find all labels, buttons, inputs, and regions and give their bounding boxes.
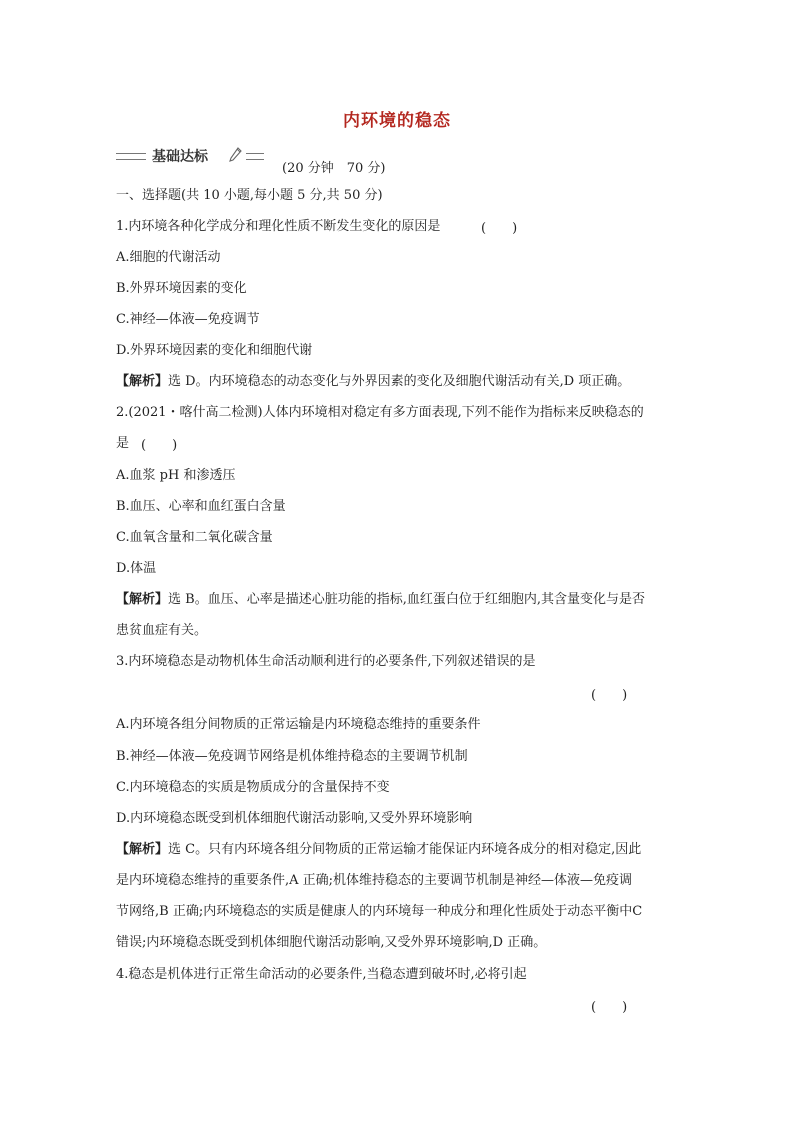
analysis-text: 选 D。内环境稳态的动态变化与外界因素的变化及细胞代谢活动有关,D 项正确。 <box>168 374 631 389</box>
analysis-tag: 【解析】 <box>116 374 169 389</box>
q2-analysis <box>116 590 645 610</box>
answer-bracket: ( ) <box>481 221 518 236</box>
question-4-stem: 4.稳态是机体进行正常生命活动的必要条件,当稳态遭到破坏时,必将引起 <box>116 967 527 982</box>
q1-option-c: C.神经—体液—免疫调节 <box>116 312 260 327</box>
part-heading: 一、选择题(共 10 小题,每小题 5 分,共 50 分) <box>116 188 383 203</box>
q3-option-b: B.神经—体液—免疫调节网络是机体维持稳态的主要调节机制 <box>116 749 468 764</box>
q3-option-d: D.内环境稳态既受到机体细胞代谢活动影响,又受外界环境影响 <box>116 811 473 826</box>
q3-analysis <box>116 840 641 860</box>
q2-option-a: A.血浆 pH 和渗透压 <box>116 468 236 483</box>
answer-bracket: ( ) <box>591 1000 628 1015</box>
q1-option-d: D.外界环境因素的变化和细胞代谢 <box>116 343 313 358</box>
q3-analysis-cont: 节网络,B 正确;内环境稳态的实质是健康人的内环境每一种成分和理化性质处于动态平衡中C <box>116 904 643 919</box>
q3-analysis-cont: 错误;内环境稳态既受到机体细胞代谢活动影响,又受外界环境影响,D 正确。 <box>116 935 547 950</box>
answer-bracket: ( ) <box>141 438 178 453</box>
analysis-text: 选 C。只有内环境各组分间物质的正常运输才能保证内环境各成分的相对稳定,因此 <box>168 842 642 857</box>
analysis-text: 选 B。血压、心率是描述心脏功能的指标,血红蛋白位于红细胞内,其含量变化与是否 <box>168 592 645 607</box>
question-1-stem: 1.内环境各种化学成分和理化性质不断发生变化的原因是 <box>116 219 441 234</box>
question-3-stem: 3.内环境稳态是动物机体生命活动顺利进行的必要条件,下列叙述错误的是 <box>116 654 536 669</box>
q2-option-c: C.血氧含量和二氧化碳含量 <box>116 530 273 545</box>
q2-analysis-cont: 患贫血症有关。 <box>116 623 208 638</box>
q3-option-a: A.内环境各组分间物质的正常运输是内环境稳态维持的重要条件 <box>116 717 481 732</box>
q2-option-b: B.血压、心率和血红蛋白含量 <box>116 499 286 514</box>
pencil-icon <box>228 147 242 163</box>
decorative-rule <box>116 153 146 160</box>
q1-option-a: A.细胞的代谢活动 <box>116 250 221 265</box>
section-timing: (20 分钟 70 分) <box>282 161 386 176</box>
q1-option-b: B.外界环境因素的变化 <box>116 281 247 296</box>
question-2-stem: 2.(2021・喀什高二检测)人体内环境相对稳定有多方面表现,下列不能作为指标来反映稳态的 <box>116 405 644 420</box>
q2-option-d: D.体温 <box>116 561 157 576</box>
analysis-tag: 【解析】 <box>116 592 169 607</box>
q1-analysis <box>116 372 630 392</box>
q3-analysis-cont: 是内环境稳态维持的重要条件,A 正确;机体维持稳态的主要调节机制是神经—体液—免疫调 <box>116 873 633 888</box>
q3-option-c: C.内环境稳态的实质是物质成分的含量保持不变 <box>116 780 390 795</box>
answer-bracket: ( ) <box>591 688 628 703</box>
analysis-tag: 【解析】 <box>116 842 169 857</box>
page-title: 内环境的稳态 <box>343 111 451 131</box>
question-2-stem-cont: 是 <box>116 436 130 451</box>
section-label: 基础达标 <box>152 149 208 165</box>
decorative-rule <box>246 153 264 160</box>
